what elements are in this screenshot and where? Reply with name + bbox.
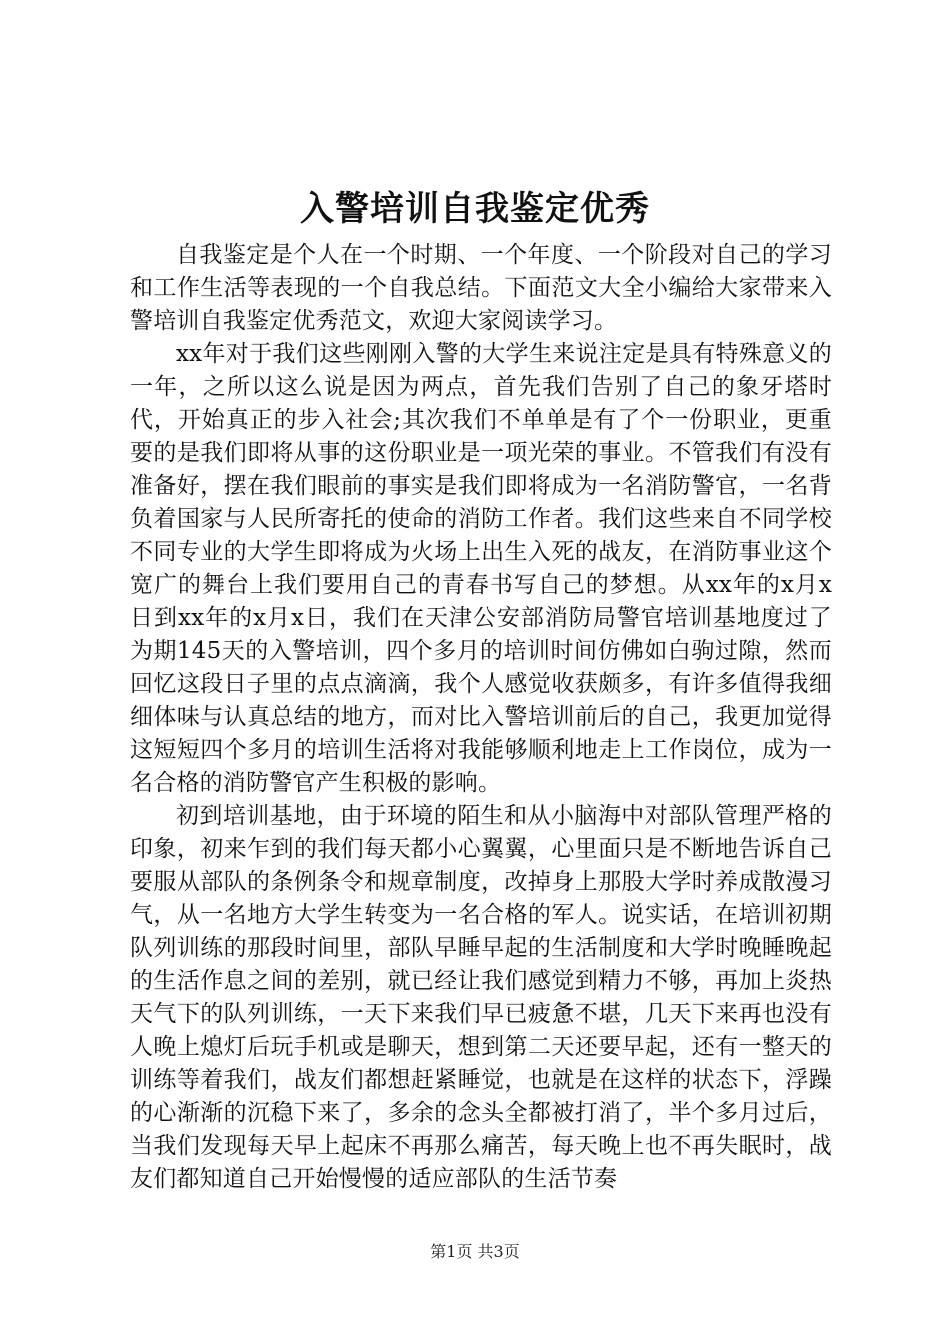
paragraph-training-year: xx年对于我们这些刚刚入警的大学生来说注定是具有特殊意义的一年，之所以这么说是因为两点，首先我们告别了自己的象牙塔时代，开始真正的步入社会;其次我们不单单是有了个一份职业，更重要的是我们即将从事的这份职业是一项光荣的事业。不管我们有没有准备好，摆在我们眼前的事实是我们即将成为一名消防警官，一名背负着国家与人民所寄托的使命的消防工作者。我们这些来自不同学校不同专业的大学生即将成为火场上出生入死的战友，在消防事业这个宽广的舞台上我们要用自己的青春书写自己的梦想。从xx年的x月x日到xx年的x月x日，我们在天津公安部消防局警官培训基地度过了为期145天的入警培训，四个多月的培训时间仿佛如白驹过隙，然而回忆这段日子里的点点滴滴，我个人感觉收获颇多，有许多值得我细细体味与认真总结的地方，而对比入警培训前后的自己，我更加觉得这短短四个多月的培训生活将对我能够顺利地走上工作岗位，成为一名合格的消防警官产生积极的影响。: [130, 341, 832, 796]
paragraph-arrival: 初到培训基地，由于环境的陌生和从小脑海中对部队管理严格的印象，初来乍到的我们每天都小心翼翼，心里面只是不断地告诉自己要服从部队的条例条令和规章制度，改掉身上那股大学时养成散漫习气，从一名地方大学生转变为一名合格的军人。说实话，在培训初期队列训练的那段时间里，部队早睡早起的生活制度和大学时晚睡晚起的生活作息之间的差别，就已经让我们感觉到精力不够，再加上炎热天气下的队列训练，一天下来我们早已疲惫不堪，几天下来再也没有人晚上熄灯后玩手机或是聊天，想到第二天还要早起，还有一整天的训练等着我们，战友们都想赶紧睡觉，也就是在这样的状态下，浮躁的心渐渐的沉稳下来了，多余的念头全都被打消了，半个多月过后，当我们发现每天早上起床不再那么痛苦，每天晚上也不再失眠时，战友们都知道自己开始慢慢的适应部队的生活节奏: [130, 803, 832, 1192]
document-body: [130, 239, 832, 1196]
document-title: 入警培训自我鉴定优秀: [300, 189, 650, 229]
page-number-footer: 第1页 共3页: [430, 1242, 520, 1261]
paragraph-intro: 自我鉴定是个人在一个时期、一个年度、一个阶段对自己的学习和工作生活等表现的一个自我总结。下面范文大全小编给大家带来入警培训自我鉴定优秀范文，欢迎大家阅读学习。: [130, 242, 832, 334]
